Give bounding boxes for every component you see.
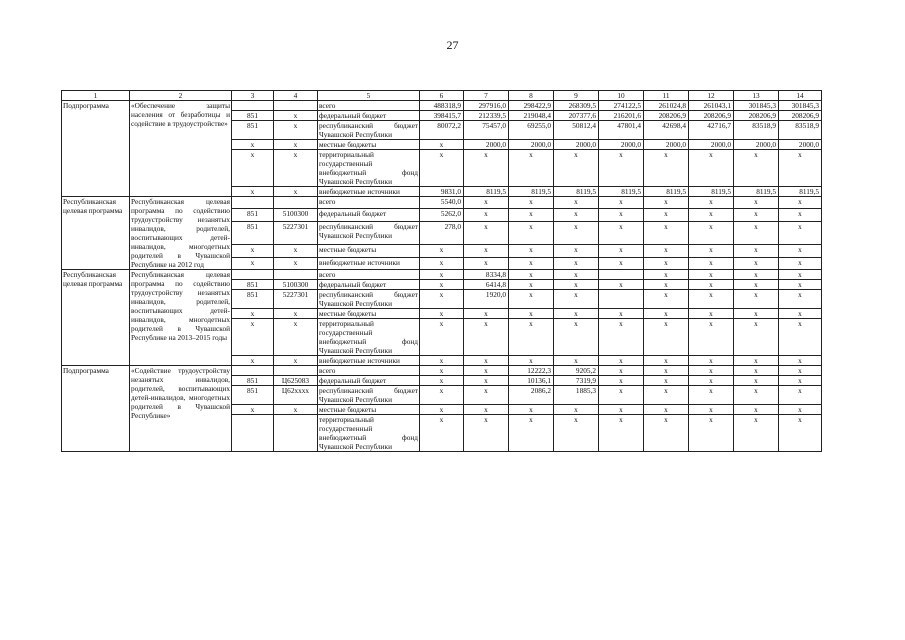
value-cell: х [599, 356, 644, 366]
value-cell: х [420, 405, 464, 415]
value-cell: х [599, 415, 644, 452]
value-cell: х [509, 221, 554, 245]
value-cell: 2000,0 [779, 140, 822, 150]
admin-code-cell: х [232, 356, 274, 366]
value-cell: х [779, 356, 822, 366]
value-cell: 208206,9 [689, 111, 734, 121]
admin-code-cell: 851 [232, 121, 274, 140]
value-cell: 9205,2 [554, 366, 599, 376]
value-cell: х [599, 257, 644, 269]
value-cell: 278,0 [420, 221, 464, 245]
admin-code-cell: 851 [232, 386, 274, 405]
value-cell: 301845,3 [779, 101, 822, 111]
value-cell: х [420, 356, 464, 366]
value-cell: х [644, 280, 689, 290]
value-cell: 47801,4 [599, 121, 644, 140]
value-cell: х [509, 405, 554, 415]
value-cell: х [464, 319, 509, 356]
funding-source-cell: всего [318, 270, 420, 280]
value-cell: 2000,0 [689, 140, 734, 150]
value-cell: х [509, 209, 554, 221]
value-cell: 8119,5 [689, 187, 734, 197]
admin-code-cell: х [232, 150, 274, 187]
budget-code-cell [274, 197, 318, 209]
value-cell: 8119,5 [644, 187, 689, 197]
value-cell: х [689, 356, 734, 366]
value-cell: х [554, 221, 599, 245]
value-cell: 2000,0 [509, 140, 554, 150]
funding-source-cell: всего [318, 101, 420, 111]
value-cell: х [779, 376, 822, 386]
value-cell: х [509, 415, 554, 452]
value-cell: х [509, 150, 554, 187]
program-name-cell: «Обеспечение защиты населения от безработицы и содействие в трудоустройстве» [130, 101, 232, 197]
value-cell: х [509, 245, 554, 257]
budget-code-cell: 5227301 [274, 221, 318, 245]
value-cell: 7319,9 [554, 376, 599, 386]
value-cell: 212339,5 [464, 111, 509, 121]
funding-source-cell: внебюджетные источники [318, 187, 420, 197]
value-cell: х [644, 221, 689, 245]
value-cell: х [734, 415, 779, 452]
value-cell: х [644, 376, 689, 386]
value-cell: 69255,0 [509, 121, 554, 140]
value-cell: х [599, 280, 644, 290]
value-cell: 216201,6 [599, 111, 644, 121]
col-header: 7 [464, 91, 509, 101]
value-cell: х [599, 245, 644, 257]
admin-code-cell: 851 [232, 280, 274, 290]
value-cell: х [464, 197, 509, 209]
admin-code-cell [232, 197, 274, 209]
program-type-cell: Подпрограмма [62, 366, 130, 452]
value-cell: 208206,9 [779, 111, 822, 121]
value-cell: х [554, 405, 599, 415]
value-cell: х [689, 309, 734, 319]
budget-code-cell: х [274, 356, 318, 366]
value-cell: х [464, 257, 509, 269]
value-cell [599, 290, 644, 309]
value-cell: 2086,2 [509, 386, 554, 405]
value-cell: 208206,9 [734, 111, 779, 121]
value-cell: х [599, 221, 644, 245]
value-cell: х [734, 290, 779, 309]
value-cell: 261043,1 [689, 101, 734, 111]
value-cell: 42698,4 [644, 121, 689, 140]
value-cell: х [464, 386, 509, 405]
col-header: 3 [232, 91, 274, 101]
value-cell: х [779, 366, 822, 376]
value-cell: х [420, 309, 464, 319]
value-cell: х [779, 290, 822, 309]
value-cell: 50812,4 [554, 121, 599, 140]
header-row [62, 91, 822, 101]
budget-code-cell: х [274, 309, 318, 319]
value-cell: х [644, 150, 689, 187]
value-cell: х [554, 150, 599, 187]
budget-code-cell [274, 270, 318, 280]
value-cell: х [644, 257, 689, 269]
admin-code-cell: х [232, 309, 274, 319]
value-cell: х [779, 257, 822, 269]
value-cell: х [509, 319, 554, 356]
value-cell: 274122,5 [599, 101, 644, 111]
funding-source-cell: республиканский бюджет Чувашской Республики [319, 386, 418, 404]
value-cell: х [464, 150, 509, 187]
col-header: 4 [274, 91, 318, 101]
budget-code-cell: х [274, 187, 318, 197]
col-header: 9 [554, 91, 599, 101]
col-header: 14 [779, 91, 822, 101]
funding-source-cell: внебюджетные источники [318, 356, 420, 366]
value-cell: 6414,8 [464, 280, 509, 290]
budget-code-cell: 5100300 [274, 209, 318, 221]
value-cell: х [509, 309, 554, 319]
value-cell: х [464, 366, 509, 376]
value-cell: 5262,0 [420, 209, 464, 221]
funding-source-cell: республиканский бюджет Чувашской Республики [319, 121, 418, 139]
admin-code-cell: 851 [232, 221, 274, 245]
value-cell: х [644, 270, 689, 280]
value-cell: х [420, 290, 464, 309]
budget-table [61, 90, 822, 452]
value-cell: х [734, 245, 779, 257]
value-cell: х [734, 209, 779, 221]
value-cell: х [779, 309, 822, 319]
value-cell: х [734, 221, 779, 245]
budget-code-cell: х [274, 319, 318, 356]
col-header: 10 [599, 91, 644, 101]
value-cell: 2000,0 [734, 140, 779, 150]
value-cell: 9831,0 [420, 187, 464, 197]
value-cell: х [554, 280, 599, 290]
admin-code-cell: х [232, 257, 274, 269]
value-cell: х [644, 366, 689, 376]
value-cell: х [644, 386, 689, 405]
value-cell: х [644, 356, 689, 366]
funding-source-cell: всего [318, 366, 420, 376]
value-cell: х [464, 356, 509, 366]
col-header: 1 [62, 91, 130, 101]
funding-source-cell: федеральный бюджет [318, 280, 420, 290]
budget-code-cell: 5100300 [274, 280, 318, 290]
value-cell: х [689, 366, 734, 376]
budget-code-cell: х [274, 150, 318, 187]
value-cell: х [644, 290, 689, 309]
value-cell: х [644, 309, 689, 319]
value-cell: х [420, 319, 464, 356]
value-cell: 12222,3 [509, 366, 554, 376]
value-cell: х [644, 245, 689, 257]
value-cell: х [509, 257, 554, 269]
budget-code-cell: 5227301 [274, 290, 318, 309]
value-cell: х [644, 415, 689, 452]
value-cell: 1920,0 [464, 290, 509, 309]
value-cell: х [464, 405, 509, 415]
program-type-cell: Республиканская целевая программа [62, 197, 130, 270]
value-cell: х [509, 197, 554, 209]
col-header: 5 [318, 91, 420, 101]
value-cell: х [689, 319, 734, 356]
value-cell [599, 270, 644, 280]
value-cell: х [644, 197, 689, 209]
value-cell: х [599, 309, 644, 319]
value-cell: 8119,5 [464, 187, 509, 197]
value-cell: х [554, 309, 599, 319]
value-cell: х [734, 376, 779, 386]
budget-code-cell [274, 366, 318, 376]
value-cell: 42716,7 [689, 121, 734, 140]
value-cell: х [689, 209, 734, 221]
admin-code-cell [232, 415, 274, 452]
value-cell: х [599, 150, 644, 187]
value-cell: х [734, 280, 779, 290]
value-cell: х [509, 356, 554, 366]
table-row [62, 270, 822, 280]
funding-source-cell: федеральный бюджет [318, 209, 420, 221]
value-cell: х [734, 257, 779, 269]
value-cell: х [599, 405, 644, 415]
value-cell: 8119,5 [779, 187, 822, 197]
value-cell: 5540,0 [420, 197, 464, 209]
value-cell: х [420, 376, 464, 386]
value-cell: х [420, 150, 464, 187]
value-cell: 261024,8 [644, 101, 689, 111]
value-cell: х [689, 221, 734, 245]
funding-source-cell: территориальный государственный внебюджетный фонд Чувашской Республики [319, 319, 418, 355]
value-cell: х [464, 415, 509, 452]
value-cell: х [779, 197, 822, 209]
budget-code-cell: Ц62хххх [274, 386, 318, 405]
col-header: 2 [130, 91, 232, 101]
funding-source-cell: всего [318, 197, 420, 209]
value-cell: х [464, 209, 509, 221]
value-cell: 83518,9 [734, 121, 779, 140]
budget-code-cell: х [274, 111, 318, 121]
value-cell: х [464, 376, 509, 386]
value-cell: х [509, 290, 554, 309]
value-cell: х [779, 245, 822, 257]
value-cell: х [644, 319, 689, 356]
value-cell: х [420, 270, 464, 280]
funding-source-cell: территориальный государственный внебюджетный фонд Чувашской Республики [319, 415, 418, 451]
value-cell: х [554, 257, 599, 269]
funding-source-cell: местные бюджеты [318, 140, 420, 150]
value-cell: х [779, 405, 822, 415]
program-type-cell: Подпрограмма [62, 101, 130, 197]
value-cell: х [779, 319, 822, 356]
value-cell: 268309,5 [554, 101, 599, 111]
funding-source-cell: местные бюджеты [318, 245, 420, 257]
value-cell: 1885,3 [554, 386, 599, 405]
value-cell: х [689, 197, 734, 209]
admin-code-cell: х [232, 245, 274, 257]
value-cell: х [420, 415, 464, 452]
col-header: 6 [420, 91, 464, 101]
value-cell: 488318,9 [420, 101, 464, 111]
table-row [62, 197, 822, 209]
col-header: 8 [509, 91, 554, 101]
value-cell: х [689, 290, 734, 309]
value-cell: х [734, 386, 779, 405]
value-cell: х [689, 386, 734, 405]
value-cell: х [509, 270, 554, 280]
value-cell: х [779, 270, 822, 280]
budget-code-cell: Ц625083 [274, 376, 318, 386]
admin-code-cell: 851 [232, 111, 274, 121]
admin-code-cell: х [232, 405, 274, 415]
value-cell: 8119,5 [509, 187, 554, 197]
value-cell: х [779, 221, 822, 245]
value-cell: 2000,0 [464, 140, 509, 150]
value-cell: 297916,0 [464, 101, 509, 111]
funding-source-cell: республиканский бюджет Чувашской Республики [319, 290, 418, 308]
value-cell: 301845,3 [734, 101, 779, 111]
value-cell: х [420, 280, 464, 290]
admin-code-cell: х [232, 187, 274, 197]
admin-code-cell: 851 [232, 209, 274, 221]
value-cell: х [644, 209, 689, 221]
value-cell: х [734, 366, 779, 376]
budget-code-cell: х [274, 245, 318, 257]
budget-code-cell: х [274, 121, 318, 140]
value-cell: х [599, 376, 644, 386]
table-row [62, 101, 822, 111]
program-name-cell: «Содействие трудоустройству незанятых инвалидов, родителей, воспитывающих детей-инвалидов, многодетных родителей в Чувашской Республике» [130, 366, 232, 452]
value-cell: х [420, 386, 464, 405]
value-cell: 398415,7 [420, 111, 464, 121]
value-cell: х [509, 280, 554, 290]
funding-source-cell: местные бюджеты [318, 309, 420, 319]
value-cell: х [734, 270, 779, 280]
value-cell: 75457,0 [464, 121, 509, 140]
page-number: 27 [446, 38, 459, 52]
admin-code-cell [232, 270, 274, 280]
admin-code-cell: 851 [232, 290, 274, 309]
value-cell: х [554, 209, 599, 221]
value-cell: х [599, 386, 644, 405]
value-cell: х [420, 140, 464, 150]
program-name-cell: Республиканская целевая программа по содействию трудоустройству незанятых инвалидов, родителей, воспитывающих детей-инвалидов, многодетных родителей в Чувашской Республике на 2013–2015 годы [130, 270, 232, 366]
budget-code-cell [274, 101, 318, 111]
value-cell: х [689, 280, 734, 290]
funding-source-cell: федеральный бюджет [318, 111, 420, 121]
value-cell: 298422,9 [509, 101, 554, 111]
value-cell: х [464, 221, 509, 245]
admin-code-cell [232, 366, 274, 376]
value-cell: х [420, 366, 464, 376]
value-cell: 2000,0 [599, 140, 644, 150]
funding-source-cell: федеральный бюджет [318, 376, 420, 386]
budget-code-cell: х [274, 140, 318, 150]
funding-source-cell: местные бюджеты [318, 405, 420, 415]
funding-source-cell: внебюджетные источники [318, 257, 420, 269]
value-cell: х [734, 405, 779, 415]
value-cell: х [644, 405, 689, 415]
value-cell: х [734, 356, 779, 366]
funding-source-cell: территориальный государственный внебюджетный фонд Чувашской Республики [319, 150, 418, 186]
value-cell: х [554, 319, 599, 356]
col-header: 12 [689, 91, 734, 101]
value-cell: 2000,0 [644, 140, 689, 150]
value-cell: х [779, 209, 822, 221]
col-header: 13 [734, 91, 779, 101]
value-cell: х [689, 150, 734, 187]
value-cell: х [689, 257, 734, 269]
value-cell: х [554, 245, 599, 257]
value-cell: х [599, 209, 644, 221]
value-cell: 8119,5 [554, 187, 599, 197]
admin-code-cell: 851 [232, 376, 274, 386]
admin-code-cell [232, 101, 274, 111]
funding-source-cell: республиканский бюджет Чувашской Республики [318, 221, 420, 245]
value-cell: х [599, 366, 644, 376]
value-cell: х [554, 290, 599, 309]
value-cell: х [689, 270, 734, 280]
program-type-cell: Республиканская целевая программа [62, 270, 130, 366]
value-cell: х [554, 197, 599, 209]
value-cell: х [689, 245, 734, 257]
value-cell: х [464, 245, 509, 257]
value-cell: х [734, 150, 779, 187]
value-cell: х [599, 319, 644, 356]
table-row [62, 366, 822, 376]
value-cell: х [734, 319, 779, 356]
value-cell: х [420, 245, 464, 257]
value-cell: 8119,5 [599, 187, 644, 197]
value-cell: х [689, 405, 734, 415]
value-cell: х [779, 150, 822, 187]
value-cell: х [779, 415, 822, 452]
budget-code-cell: х [274, 257, 318, 269]
value-cell: 207377,6 [554, 111, 599, 121]
value-cell: 8334,8 [464, 270, 509, 280]
value-cell: 80072,2 [420, 121, 464, 140]
value-cell: 219048,4 [509, 111, 554, 121]
value-cell: х [554, 356, 599, 366]
value-cell: 8119,5 [734, 187, 779, 197]
value-cell: х [689, 415, 734, 452]
admin-code-cell: х [232, 140, 274, 150]
budget-code-cell: х [274, 405, 318, 415]
value-cell: 83518,9 [779, 121, 822, 140]
col-header: 11 [644, 91, 689, 101]
value-cell: 2000,0 [554, 140, 599, 150]
budget-code-cell [274, 415, 318, 452]
value-cell: х [464, 309, 509, 319]
value-cell: х [420, 257, 464, 269]
value-cell: х [554, 270, 599, 280]
program-name-cell: Республиканская целевая программа по содействию трудоустройству незанятых инвалидов, родителей, воспитывающих детей-инвалидов, многодетных родителей в Чувашской Республике на 2012 год [131, 197, 230, 269]
value-cell: х [779, 386, 822, 405]
admin-code-cell: х [232, 319, 274, 356]
value-cell: х [599, 197, 644, 209]
value-cell: х [554, 415, 599, 452]
value-cell: 10136,1 [509, 376, 554, 386]
value-cell: х [734, 197, 779, 209]
value-cell: х [689, 376, 734, 386]
value-cell: 208206,9 [644, 111, 689, 121]
value-cell: х [734, 309, 779, 319]
value-cell: х [779, 280, 822, 290]
